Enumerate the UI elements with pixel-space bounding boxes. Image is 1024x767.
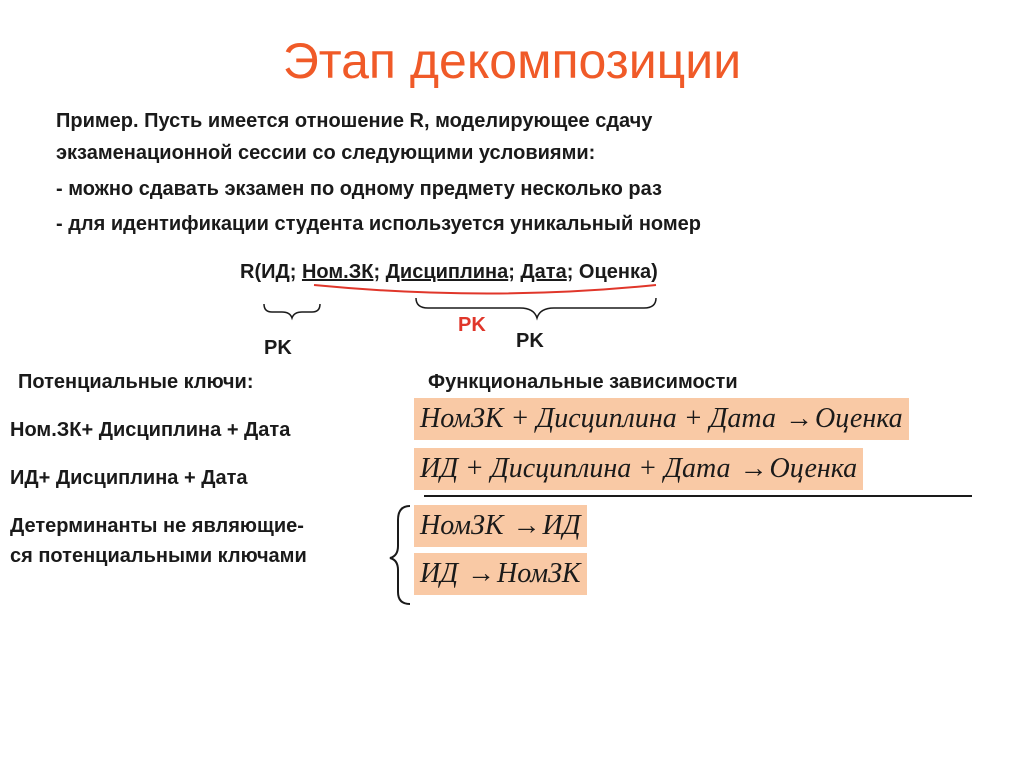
fd-3-lhs: НомЗК: [420, 510, 504, 541]
intro-line-4: - для идентификации студента используется уникальный номер: [56, 213, 701, 235]
potential-key-1: Ном.ЗК+ Дисциплина + Дата: [10, 419, 291, 441]
potential-key-2: ИД+ Дисциплина + Дата: [10, 467, 248, 489]
determinants-brace: [390, 506, 410, 604]
pk-red-arc: [314, 285, 656, 294]
potential-keys-heading: Потенциальные ключи:: [18, 371, 254, 393]
pk-left-label: PK: [264, 337, 292, 359]
fd-1-lhs: НомЗК + Дисциплина + Дата: [420, 403, 776, 434]
fd-box-4: [414, 553, 587, 595]
arrow-right-icon: →: [512, 510, 541, 541]
pk-right-label: PK: [516, 330, 544, 352]
intro-line-1: Пример. Пусть имеется отношение R, моделирующее сдачу: [56, 110, 653, 132]
relation-suffix: ; Оценка): [566, 261, 658, 283]
relation-attr-date: Дата: [520, 261, 567, 283]
fd-2-rhs: Оценка: [769, 453, 858, 484]
intro-line-3: - можно сдавать экзамен по одному предмету несколько раз: [56, 178, 662, 200]
page-title: Этап декомпозиции: [282, 33, 742, 89]
relation-attr-id: ИД: [261, 261, 290, 283]
pk-red-label: PK: [458, 314, 486, 336]
arrow-right-icon: →: [739, 453, 768, 484]
fd-4-lhs: ИД: [420, 558, 459, 589]
fd-heading: Функциональные зависимости: [428, 371, 738, 393]
fd-4-rhs: НомЗК: [497, 558, 581, 589]
fd-2-lhs: ИД + Дисциплина + Дата: [420, 453, 731, 484]
intro-line-2: экзаменационной сессии со следующими условиями:: [56, 142, 596, 164]
fd-1-rhs: Оценка: [815, 403, 903, 434]
relation-attr-nomzk: Ном.ЗК: [301, 261, 374, 283]
determinants-label-line-2: ся потенциальными ключами: [10, 545, 307, 567]
relation-prefix: R(: [240, 261, 262, 283]
relation-attr-discipline: Дисциплина: [385, 261, 509, 283]
arrow-right-icon: →: [785, 403, 813, 434]
pk-brace-left: [264, 304, 320, 318]
fd-box-2: [414, 448, 863, 490]
fd-box-3: [414, 505, 587, 547]
determinants-label-line-1: Детерминанты не являющие-: [10, 515, 304, 537]
arrow-right-icon: →: [467, 558, 496, 589]
pk-brace-right: [416, 298, 656, 318]
fd-box-1: [414, 398, 909, 440]
relation-sep-1: ;: [289, 261, 302, 283]
relation-sep-3: ;: [508, 261, 521, 283]
fd-3-rhs: ИД: [542, 510, 581, 541]
relation-sep-2: ;: [373, 261, 386, 283]
